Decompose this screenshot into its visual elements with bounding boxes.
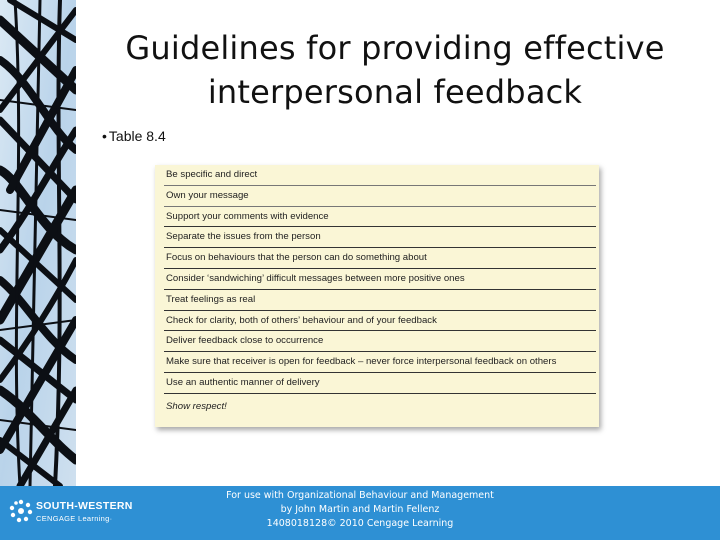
bullet-dot-icon: • bbox=[102, 128, 107, 144]
footer-bar bbox=[0, 486, 720, 540]
table-row: Treat feelings as real bbox=[164, 290, 596, 311]
table-row: Use an authentic manner of delivery bbox=[164, 373, 596, 394]
table-row: Support your comments with evidence bbox=[164, 207, 596, 228]
table-row: Focus on behaviours that the person can do something about bbox=[164, 248, 596, 269]
footer-credits bbox=[200, 489, 520, 531]
table-row: Separate the issues from the person bbox=[164, 227, 596, 248]
credit-line-3: 1408018128© 2010 Cengage Learning bbox=[266, 518, 454, 529]
table-8-4 bbox=[155, 165, 599, 427]
credit-line-2: by John Martin and Martin Fellenz bbox=[280, 504, 440, 515]
slide-title bbox=[95, 26, 695, 114]
table-row: Show respect! bbox=[166, 400, 227, 412]
slide-title-line2: interpersonal feedback bbox=[207, 73, 583, 111]
publisher-logo bbox=[8, 498, 143, 528]
table-rows bbox=[164, 165, 596, 420]
bullet-text: Table 8.4 bbox=[108, 128, 166, 144]
cengage-logo-icon bbox=[8, 498, 34, 524]
logo-brand-text: SOUTH-WESTERN bbox=[36, 500, 133, 512]
slide-title-line1: Guidelines for providing effective bbox=[125, 29, 665, 67]
bullet-item bbox=[102, 128, 166, 144]
table-row: Be specific and direct bbox=[164, 165, 596, 186]
table-row: Make sure that receiver is open for feedback – never force interpersonal feedback on others bbox=[164, 352, 596, 373]
table-row: Consider ‘sandwiching’ difficult messages between more positive ones bbox=[164, 269, 596, 290]
credit-line-1: For use with Organizational Behaviour and Management bbox=[226, 490, 494, 501]
table-row: Deliver feedback close to occurrence bbox=[164, 331, 596, 352]
table-row: Check for clarity, both of others’ behaviour and of your feedback bbox=[164, 311, 596, 332]
logo-sub-text: CENGAGE Learning· bbox=[36, 514, 113, 523]
table-row: Own your message bbox=[164, 186, 596, 207]
decorative-photo-strip bbox=[0, 0, 76, 486]
